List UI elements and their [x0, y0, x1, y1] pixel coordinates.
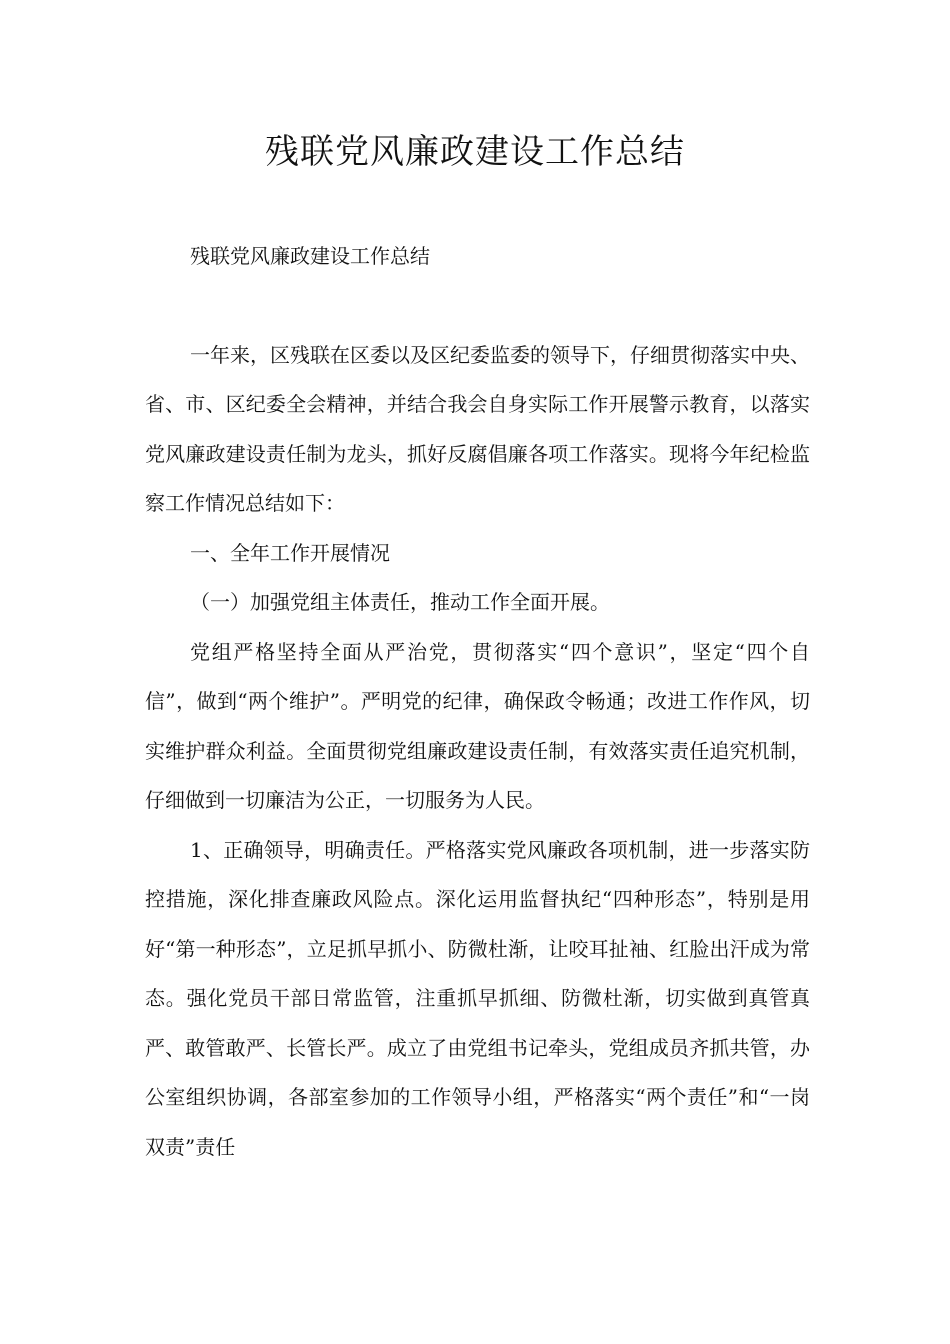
section-heading: 一、全年工作开展情况: [190, 540, 390, 565]
paragraph-leadership: 1、正确领导，明确责任。严格落实党风廉政各项机制，进一步落实防控措施，深化排查廉政风险点。深化运用监督执纪“四种形态”，特别是用好“第一种形态”，立足抓早抓小、防微杜渐，让咬耳扯袖、红脸出汗成为常态。强化党员干部日常监管，注重抓早抓细、防微杜渐，切实做到真管真严、敢管敢严、长管长严。成立了由党组书记牵头，党组成员齐抓共管，办公室组织协调，各部室参加的工作领导小组，严格落实“两个责任”和“一岗双责”责任: [145, 837, 810, 1159]
paragraph-party-responsibility: 党组严格坚持全面从严治党，贯彻落实“四个意识”，坚定“四个自信”，做到“两个维护”。严明党的纪律，确保政令畅通；改进工作作风，切实维护群众利益。全面贯彻党组廉政建设责任制，有效落实责任追究机制，仔细做到一切廉洁为公正，一切服务为人民。: [145, 639, 810, 812]
document-subtitle: 残联党风廉政建设工作总结: [190, 244, 430, 268]
paragraph-intro: 一年来，区残联在区委以及区纪委监委的领导下，仔细贯彻落实中央、省、市、区纪委全会精神，并结合我会自身实际工作开展警示教育，以落实党风廉政建设责任制为龙头，抓好反腐倡廉各项工作落实。现将今年纪检监察工作情况总结如下：: [145, 342, 810, 515]
document-body: [145, 232, 810, 1172]
subsection-heading: （一）加强党组主体责任，推动工作全面开展。: [190, 590, 610, 614]
document-title: 残联党风廉政建设工作总结: [265, 132, 685, 172]
